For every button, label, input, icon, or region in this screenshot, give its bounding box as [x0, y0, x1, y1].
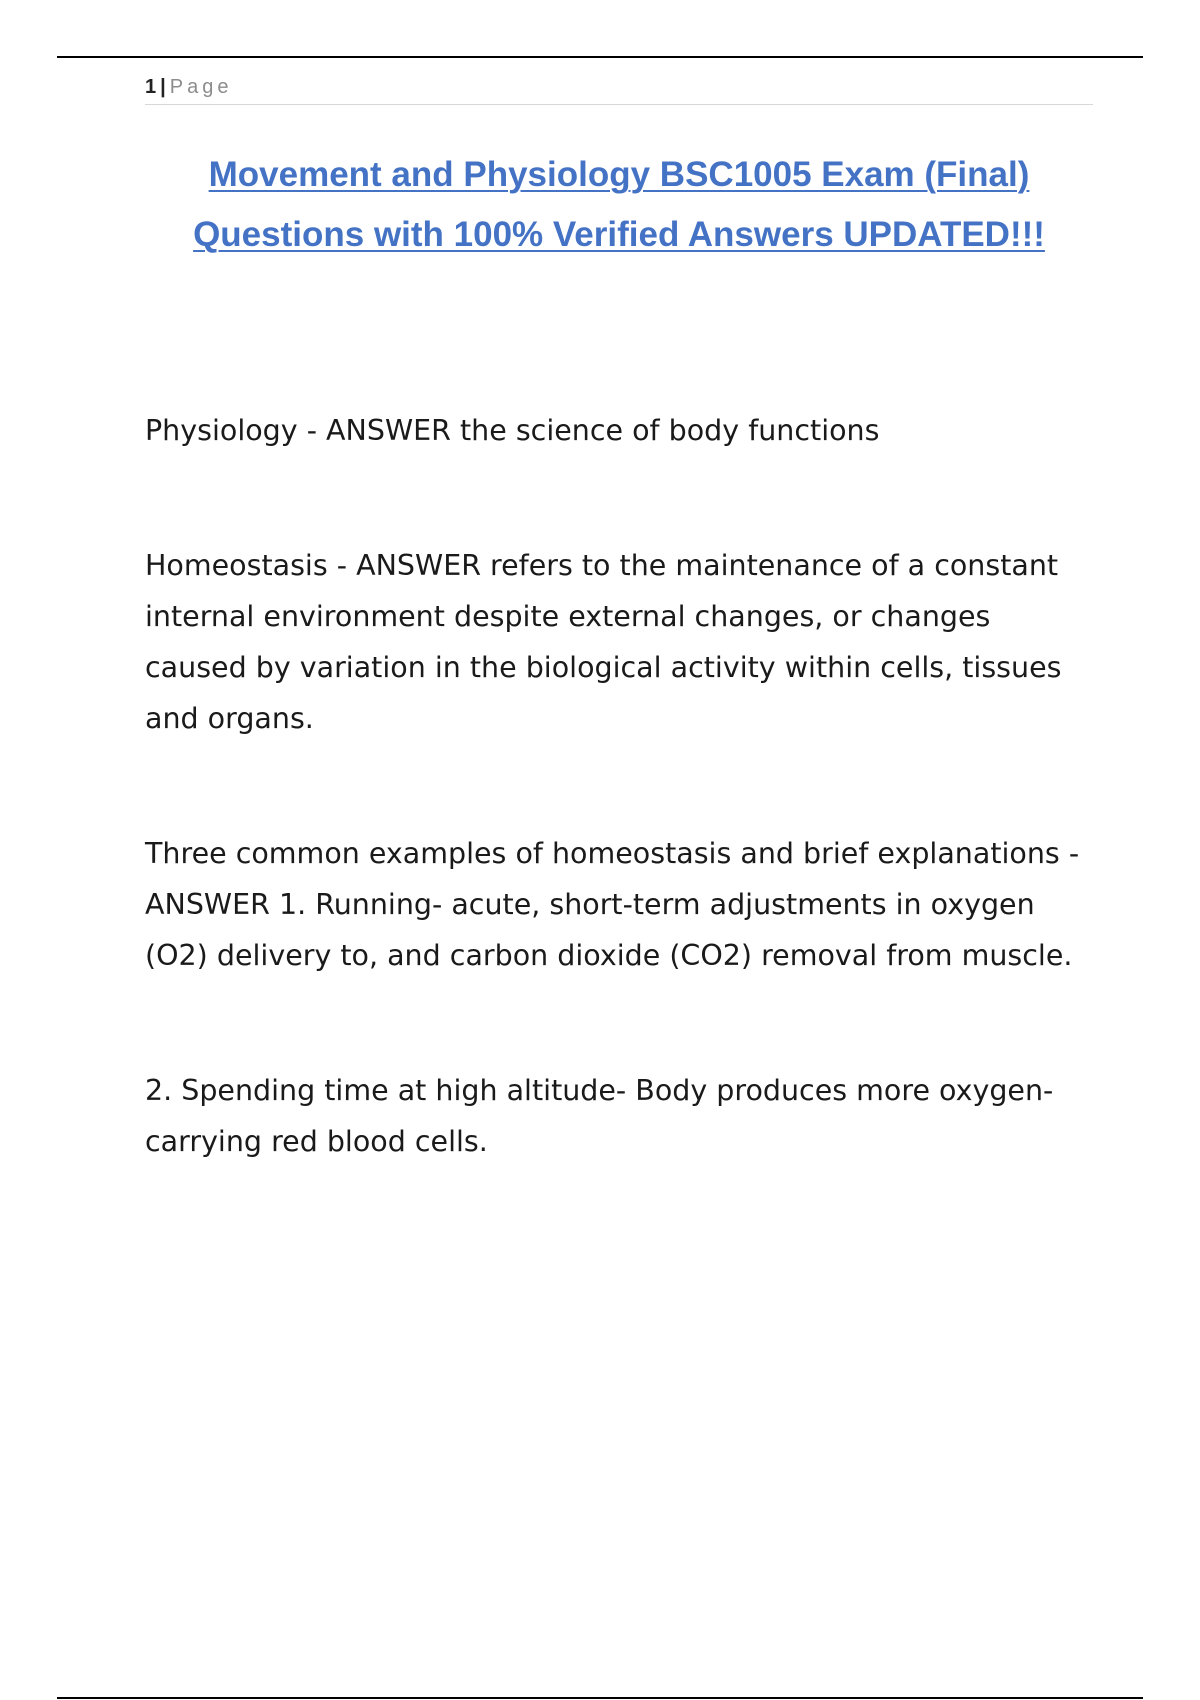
document-body — [145, 405, 1095, 1167]
paragraph-spacer — [145, 981, 1095, 1065]
qa-entry-homeostasis-examples: Three common examples of homeostasis and brief explanations - ANSWER 1. Running- acute, short-term adjustments in oxygen (O2) delivery to, and carbon dioxide (CO2) removal from muscle. — [145, 837, 1080, 972]
qa-entry-physiology: Physiology - ANSWER the science of body functions — [145, 414, 880, 447]
document-title: Movement and Physiology BSC1005 Exam (Final) Questions with 100% Verified Answers UPDATED!!! — [193, 155, 1045, 254]
page-bottom-rule — [57, 1697, 1143, 1699]
paragraph-spacer — [145, 744, 1095, 828]
qa-entry-high-altitude: 2. Spending time at high altitude- Body produces more oxygen-carrying red blood cells. — [145, 1074, 1054, 1158]
page-number-separator: | — [160, 76, 166, 98]
page-top-rule — [57, 56, 1143, 58]
qa-entry-homeostasis: Homeostasis - ANSWER refers to the maintenance of a constant internal environment despite external changes, or changes caused by variation in the biological activity within cells, tissues and organs. — [145, 549, 1062, 735]
paragraph-spacer — [145, 456, 1095, 540]
page-header — [145, 74, 1093, 105]
page-label: Page — [169, 76, 233, 98]
page-number: 1 — [145, 76, 157, 98]
